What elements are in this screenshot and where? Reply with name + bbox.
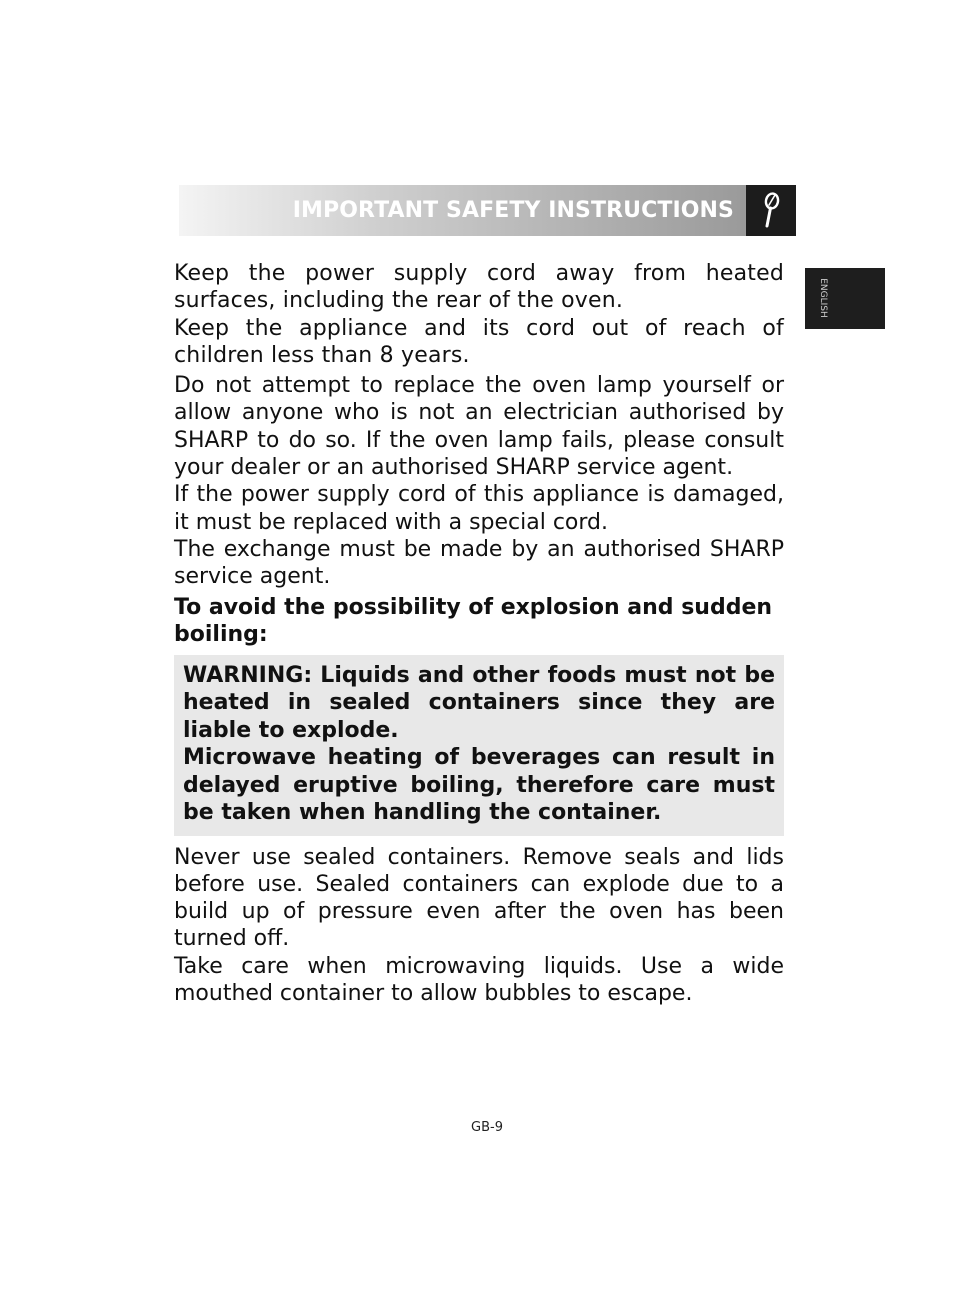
paragraph-cord-heat: Keep the power supply cord away from heated surfaces, including the rear of the oven. xyxy=(174,261,784,314)
language-tab xyxy=(805,268,885,329)
header-icon-box xyxy=(746,185,796,236)
section-title: IMPORTANT SAFETY INSTRUCTIONS xyxy=(292,198,734,223)
warning-box xyxy=(174,655,784,836)
pin-icon xyxy=(746,185,796,236)
paragraph-exchange: The exchange must be made by an authorised SHARP service agent. xyxy=(174,536,784,590)
paragraph-children: Keep the appliance and its cord out of reach of children less than 8 years. xyxy=(174,315,784,368)
paragraph-cord-damaged: If the power supply cord of this appliance is damaged, it must be replaced with a special cord. xyxy=(174,482,784,535)
language-label: ENGLISH xyxy=(818,278,828,318)
paragraph-sealed-containers: Never use sealed containers. Remove seals and lids before use. Sealed containers can explode due to a build up of pressure even after the oven has been turned off. xyxy=(174,844,784,952)
page-number: GB-9 xyxy=(471,1120,503,1135)
warning-eruptive-boiling: Microwave heating of beverages can result in delayed eruptive boiling, therefore care must be taken when handling the container. xyxy=(183,745,775,826)
section-header-bar xyxy=(179,185,746,236)
paragraph-lamp: Do not attempt to replace the oven lamp yourself or allow anyone who is not an electrician authorised by SHARP to do so. If the oven lamp fails, please consult your dealer or an authorised SHARP service agent. xyxy=(174,373,784,481)
explosion-subheading: To avoid the possibility of explosion and sudden boiling: xyxy=(174,594,773,648)
paragraph-liquids: Take care when microwaving liquids. Use a wide mouthed container to allow bubbles to escape. xyxy=(174,953,784,1007)
instructions-content xyxy=(174,260,784,1007)
warning-sealed-containers: WARNING: Liquids and other foods must not be heated in sealed containers since they are liable to explode. xyxy=(183,662,775,743)
